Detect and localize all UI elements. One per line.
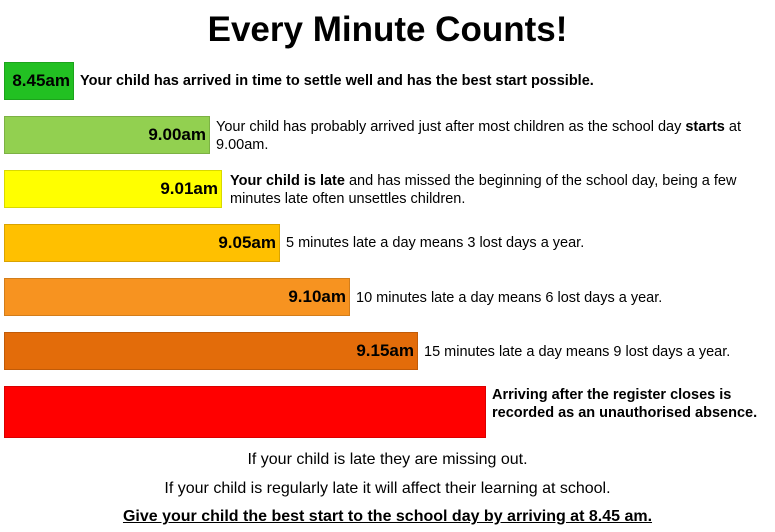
time-label-901: 9.01am — [160, 179, 218, 198]
time-bar-901 — [4, 170, 222, 208]
page-title: Every Minute Counts! — [207, 10, 568, 49]
time-label-910: 9.10am — [288, 287, 346, 306]
row-desc-901: Your child is late and has missed the beginning of the school day, being a few minutes late often unsettles children. — [230, 173, 737, 207]
time-bar-910 — [4, 278, 350, 316]
time-label-845: 8.45am — [12, 71, 70, 90]
row-desc-905: 5 minutes late a day means 3 lost days a year. — [286, 235, 585, 251]
row-desc-register-closed: Arriving after the register closes is recorded as an unauthorised absence. — [492, 387, 758, 421]
row-desc-915: 15 minutes late a day means 9 lost days a year. — [424, 344, 731, 360]
time-label-915: 9.15am — [356, 341, 414, 360]
footer-line-2: If your child is regularly late it will affect their learning at school. — [164, 480, 611, 497]
row-desc-900: Your child has probably arrived just after most children as the school day starts at 9.00am. — [216, 119, 741, 153]
footer-line-1: If your child is late they are missing out. — [247, 451, 528, 468]
time-bar-915 — [4, 332, 418, 370]
footer-call-to-action: Give your child the best start to the school day by arriving at 8.45 am. — [122, 508, 653, 525]
time-label-905: 9.05am — [218, 233, 276, 252]
time-bar-845 — [4, 62, 74, 100]
time-bar-register-closed — [4, 386, 486, 438]
row-desc-845: Your child has arrived in time to settle well and has the best start possible. — [80, 73, 594, 89]
row-desc-910: 10 minutes late a day means 6 lost days a year. — [356, 290, 663, 306]
time-label-900: 9.00am — [148, 125, 206, 144]
time-bar-900 — [4, 116, 210, 154]
time-bar-905 — [4, 224, 280, 262]
